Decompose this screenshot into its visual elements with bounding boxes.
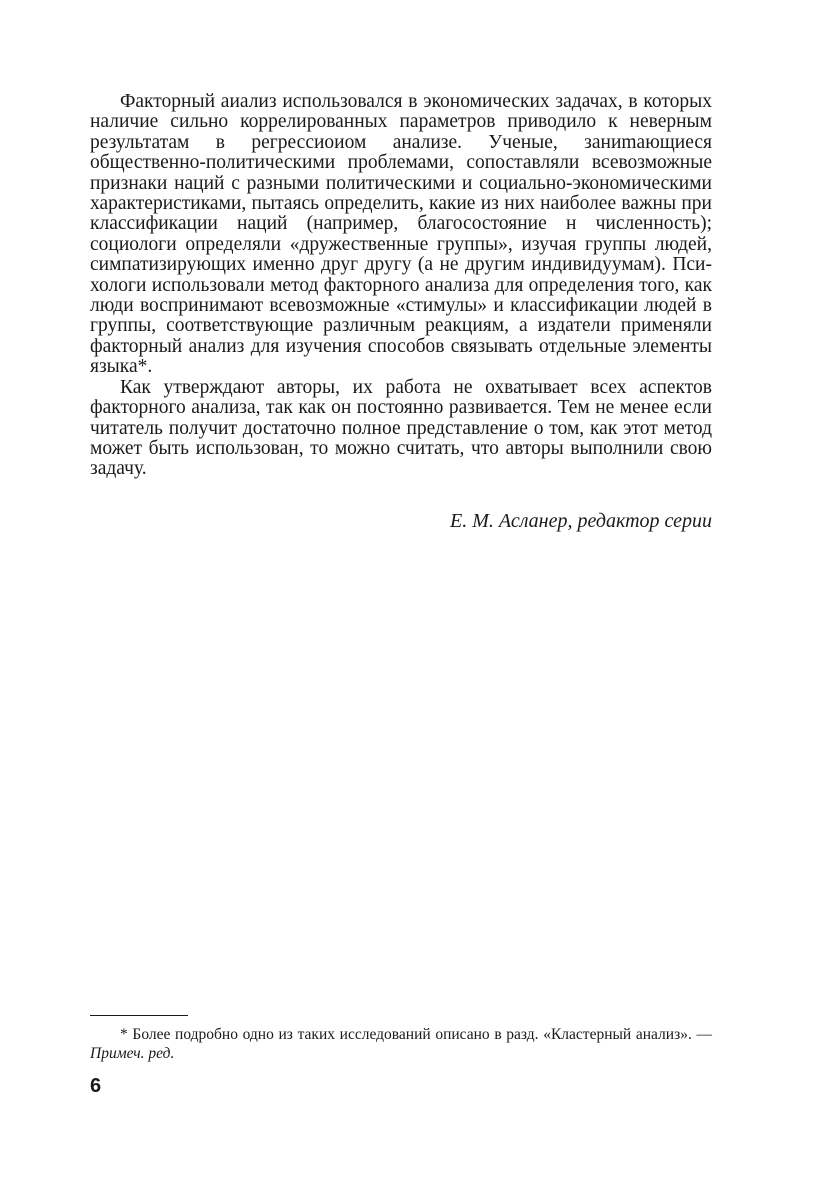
- page-number: 6: [90, 1075, 102, 1097]
- paragraph-2: Как утверждают авторы, их работа не охватывает всех аспектов факторного анализа, так как он постоянно развивается. Тем не менее если читатель получит достаточно полное представление о том, как этот метод может быть использован, то можно считать, что авторы выполнили свою задачу.: [90, 376, 712, 480]
- footnote: [90, 1025, 712, 1063]
- footnote-editor-note: Примеч. ред.: [90, 1045, 175, 1062]
- paragraph-1: Факторный аиализ использовался в экономических задачах, в которых наличие сильно коррелированных параметров приводило к неверным результатам в регрессиоиом анализе. Ученые, заниmающиеся общественно-политическими проблемами, сопоставляли всевозможные признаки наций с разными политическими и социально-экономическими характеристиками, пытаясь определить, какие из них наиболее важны при классификации наций (например, благосостояние н численность); социологи определяли «дружественные группы», изучая группы людей, симпатизирующих именно друг другу (а не другим индивидуумам). Психологи использовали метод факторного анализа для определения того, как люди воспринимают всевозможные «стимулы» и классификации людей в группы, соответствующие различным реакциям, а издатели применяли факторный анализ для изучения способов связывать отдельные элементы языка*.: [90, 91, 712, 378]
- footnote-paragraph: [90, 1025, 712, 1063]
- main-text: [90, 92, 712, 480]
- footnote-text: * Более подробно одно из таких исследований описано в разд. «Кластерный анализ». —: [120, 1026, 712, 1043]
- editor-signature: Е. М. Асланер, редактор серии: [450, 510, 712, 532]
- footnote-divider: [90, 1015, 188, 1016]
